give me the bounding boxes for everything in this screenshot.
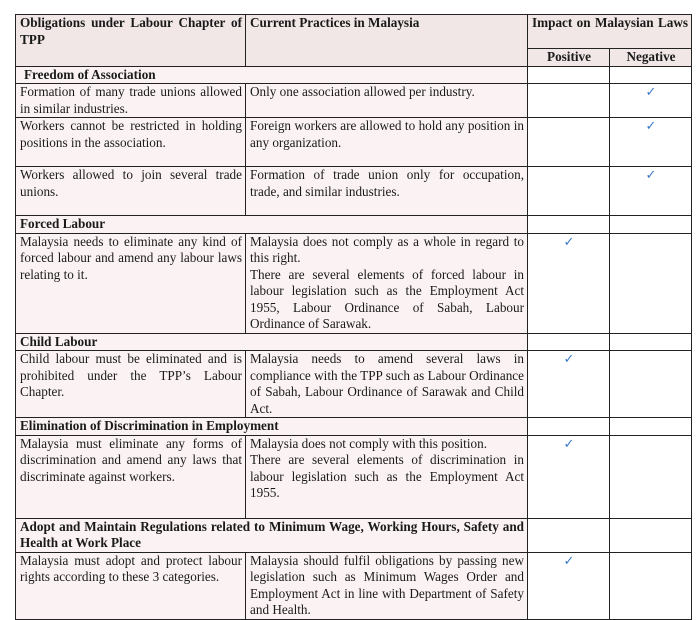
practice-cell xyxy=(246,233,528,333)
obligation-cell: Malaysia must eliminate any forms of discrimination and amend any laws that discriminate against workers. xyxy=(16,435,246,518)
check-icon: ✓ xyxy=(645,168,657,183)
check-icon: ✓ xyxy=(563,436,575,452)
obligation-cell: Workers cannot be restricted in holding positions in the association. xyxy=(16,118,246,167)
table-row xyxy=(16,167,692,216)
section-row xyxy=(16,66,692,84)
negative-cell xyxy=(610,118,692,167)
practice-cell: Formation of trade union only for occupation, trade, and similar industries. xyxy=(246,167,528,216)
practice-cell: Malaysia needs to amend several laws in compliance with the TPP such as Labour Ordinance of Sabah, Labour Ordinance of Sarawak and Child Act. xyxy=(246,351,528,418)
negative-cell xyxy=(610,167,692,216)
negative-cell xyxy=(610,333,692,351)
section-title: Child Labour xyxy=(16,333,528,351)
header-current-practices: Current Practices in Malaysia xyxy=(246,15,528,67)
negative-cell xyxy=(610,435,692,518)
practice-paragraph: Malaysia does not comply as a whole in regard to this right. xyxy=(250,233,524,265)
table-row xyxy=(16,351,692,418)
header-negative: Negative xyxy=(610,49,692,67)
positive-cell xyxy=(528,167,610,216)
obligation-cell: Malaysia needs to eliminate any kind of forced labour and amend any labour laws relating to it. xyxy=(16,233,246,333)
positive-cell xyxy=(528,333,610,351)
positive-cell xyxy=(528,118,610,167)
check-icon: ✓ xyxy=(645,119,657,134)
labour-chapter-table xyxy=(15,14,692,620)
check-icon: ✓ xyxy=(563,234,575,250)
practice-paragraph: Malaysia does not comply with this position. xyxy=(250,435,487,451)
practice-paragraph: There are several elements of discrimination in labour legislation such as the Employment Act 1955. xyxy=(250,452,524,500)
negative-cell xyxy=(610,351,692,418)
positive-cell xyxy=(528,233,610,333)
check-icon: ✓ xyxy=(563,553,575,569)
header-positive: Positive xyxy=(528,49,610,67)
positive-cell xyxy=(528,216,610,234)
negative-cell xyxy=(610,418,692,436)
table-row xyxy=(16,118,692,167)
section-title: Freedom of Association xyxy=(16,66,528,84)
negative-cell xyxy=(610,552,692,619)
obligation-cell: Malaysia must adopt and protect labour rights according to these 3 categories. xyxy=(16,552,246,619)
obligation-cell: Child labour must be eliminated and is prohibited under the TPP’s Labour Chapter. xyxy=(16,351,246,418)
practice-paragraph: There are several elements of forced labour in labour legislation such as the Employment Act 1955, Labour Ordinance of Sabah, Labour Ordinance of Sarawak. xyxy=(250,266,524,331)
section-title: Forced Labour xyxy=(16,216,528,234)
section-title: Elimination of Discrimination in Employment xyxy=(16,418,528,436)
header-impact: Impact on Malaysian Laws xyxy=(528,15,692,49)
section-row xyxy=(16,216,692,234)
section-row xyxy=(16,518,692,552)
negative-cell xyxy=(610,84,692,118)
positive-cell xyxy=(528,351,610,418)
positive-cell xyxy=(528,418,610,436)
practice-cell: Malaysia should fulfil obligations by passing new legislation such as Minimum Wages Order and Employment Act in line with Department of Safety and Health. xyxy=(246,552,528,619)
obligation-cell: Formation of many trade unions allowed in similar industries. xyxy=(16,84,246,118)
practice-cell: Only one association allowed per industry. xyxy=(246,84,528,118)
check-icon: ✓ xyxy=(645,85,657,100)
table-row xyxy=(16,84,692,118)
practice-cell xyxy=(246,435,528,518)
table-row xyxy=(16,435,692,518)
table-row xyxy=(16,552,692,619)
positive-cell xyxy=(528,84,610,118)
table-row xyxy=(16,233,692,333)
negative-cell xyxy=(610,216,692,234)
positive-cell xyxy=(528,518,610,552)
section-row xyxy=(16,333,692,351)
header-obligations: Obligations under Labour Chapter of TPP xyxy=(16,15,246,67)
section-title: Adopt and Maintain Regulations related to Minimum Wage, Working Hours, Safety and Health at Work Place xyxy=(16,518,528,552)
negative-cell xyxy=(610,518,692,552)
positive-cell xyxy=(528,66,610,84)
check-icon: ✓ xyxy=(563,352,575,367)
obligation-cell: Workers allowed to join several trade unions. xyxy=(16,167,246,216)
section-row xyxy=(16,418,692,436)
positive-cell xyxy=(528,552,610,619)
negative-cell xyxy=(610,233,692,333)
negative-cell xyxy=(610,66,692,84)
positive-cell xyxy=(528,435,610,518)
practice-cell: Foreign workers are allowed to hold any position in any organization. xyxy=(246,118,528,167)
